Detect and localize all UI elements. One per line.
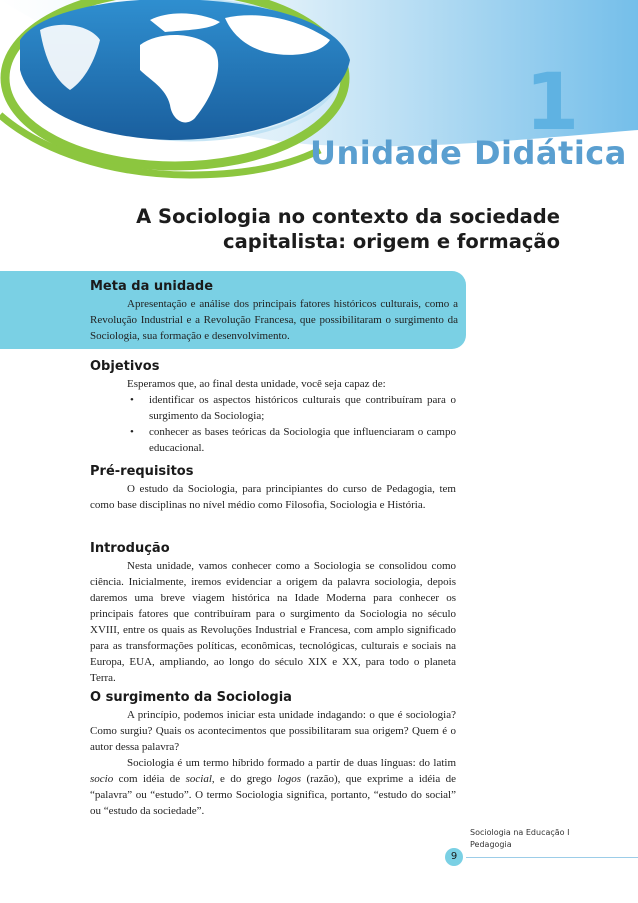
introducao-heading: Introdução — [90, 541, 170, 556]
page-title — [120, 204, 560, 254]
objetivos-heading: Objetivos — [90, 359, 160, 374]
title-line-2: capitalista: origem e formação — [223, 230, 560, 253]
footer-course — [470, 827, 569, 851]
unit-label: Unidade Didática — [310, 134, 627, 172]
prerequisitos-heading: Pré-requisitos — [90, 464, 194, 479]
list-item: • identificar os aspectos históricos culturais que contribuíram para o surgimento da Sociologia; — [130, 394, 456, 422]
surgimento-p2: Sociologia é um termo híbrido formado a partir de duas línguas: do latim socio com idéia de social, e do grego logos (razão), que exprime a idéia de “palavra” ou “estudo”. O termo Sociologia significa, portanto, “estudo do social” ou “estudo da sociedade”. — [90, 757, 456, 817]
objetivos-list — [90, 392, 456, 456]
meta-text: Apresentação e análise dos principais fatores históricos culturais, como a Revolução Industrial e a Revolução Francesa, que possibilitaram o surgimento da Sociologia, sua formação e desenvolvimento. — [90, 298, 458, 342]
meta-section — [90, 279, 458, 344]
bullet-icon: • — [130, 426, 134, 438]
introducao-text: Nesta unidade, vamos conhecer como a Sociologia se consolidou como ciência. Inicialmente, iremos evidenciar a origem da palavra sociologia, depois daremos uma breve viagem histórica na Idade Moderna para conhecer os principais fatores que contribuíram para o surgimento da Sociologia no século XVIII, entre os quais as Revoluções Industrial e Francesa, com amplo significado para as transformações políticas, econômicas, tecnológicas, culturais e sociais na Europa, EUA, ampliando, ao longo do século XIX e XX, para todo o planeta Terra. — [90, 560, 456, 684]
prerequisitos-text: O estudo da Sociologia, para principiantes do curso de Pedagogia, tem como base disciplinas no nível médio como Filosofia, Sociologia e História. — [90, 483, 456, 511]
surgimento-p1: A princípio, podemos iniciar esta unidade indagando: o que é sociologia? Como surgiu? Quais os acontecimentos que possibilitaram sua origem? Quem é o autor dessa palavra? — [90, 709, 456, 753]
surgimento-section — [90, 690, 456, 819]
objetivos-section — [90, 359, 456, 456]
footer-line-2: Pedagogia — [470, 840, 512, 849]
title-line-1: A Sociologia no contexto da sociedade — [136, 205, 560, 228]
surgimento-heading: O surgimento da Sociologia — [90, 690, 292, 705]
objetivos-intro: Esperamos que, ao final desta unidade, você seja capaz de: — [127, 378, 386, 390]
prerequisitos-section — [90, 464, 456, 513]
footer-divider — [466, 857, 638, 858]
unit-number: 1 — [525, 58, 580, 148]
footer-line-1: Sociologia na Educação I — [470, 828, 570, 837]
meta-heading: Meta da unidade — [90, 279, 214, 294]
introducao-section — [90, 541, 456, 686]
page-number: 9 — [445, 848, 463, 866]
list-item: • conhecer as bases teóricas da Sociologia que influenciaram o campo educacional. — [130, 426, 456, 454]
bullet-icon: • — [130, 394, 134, 406]
